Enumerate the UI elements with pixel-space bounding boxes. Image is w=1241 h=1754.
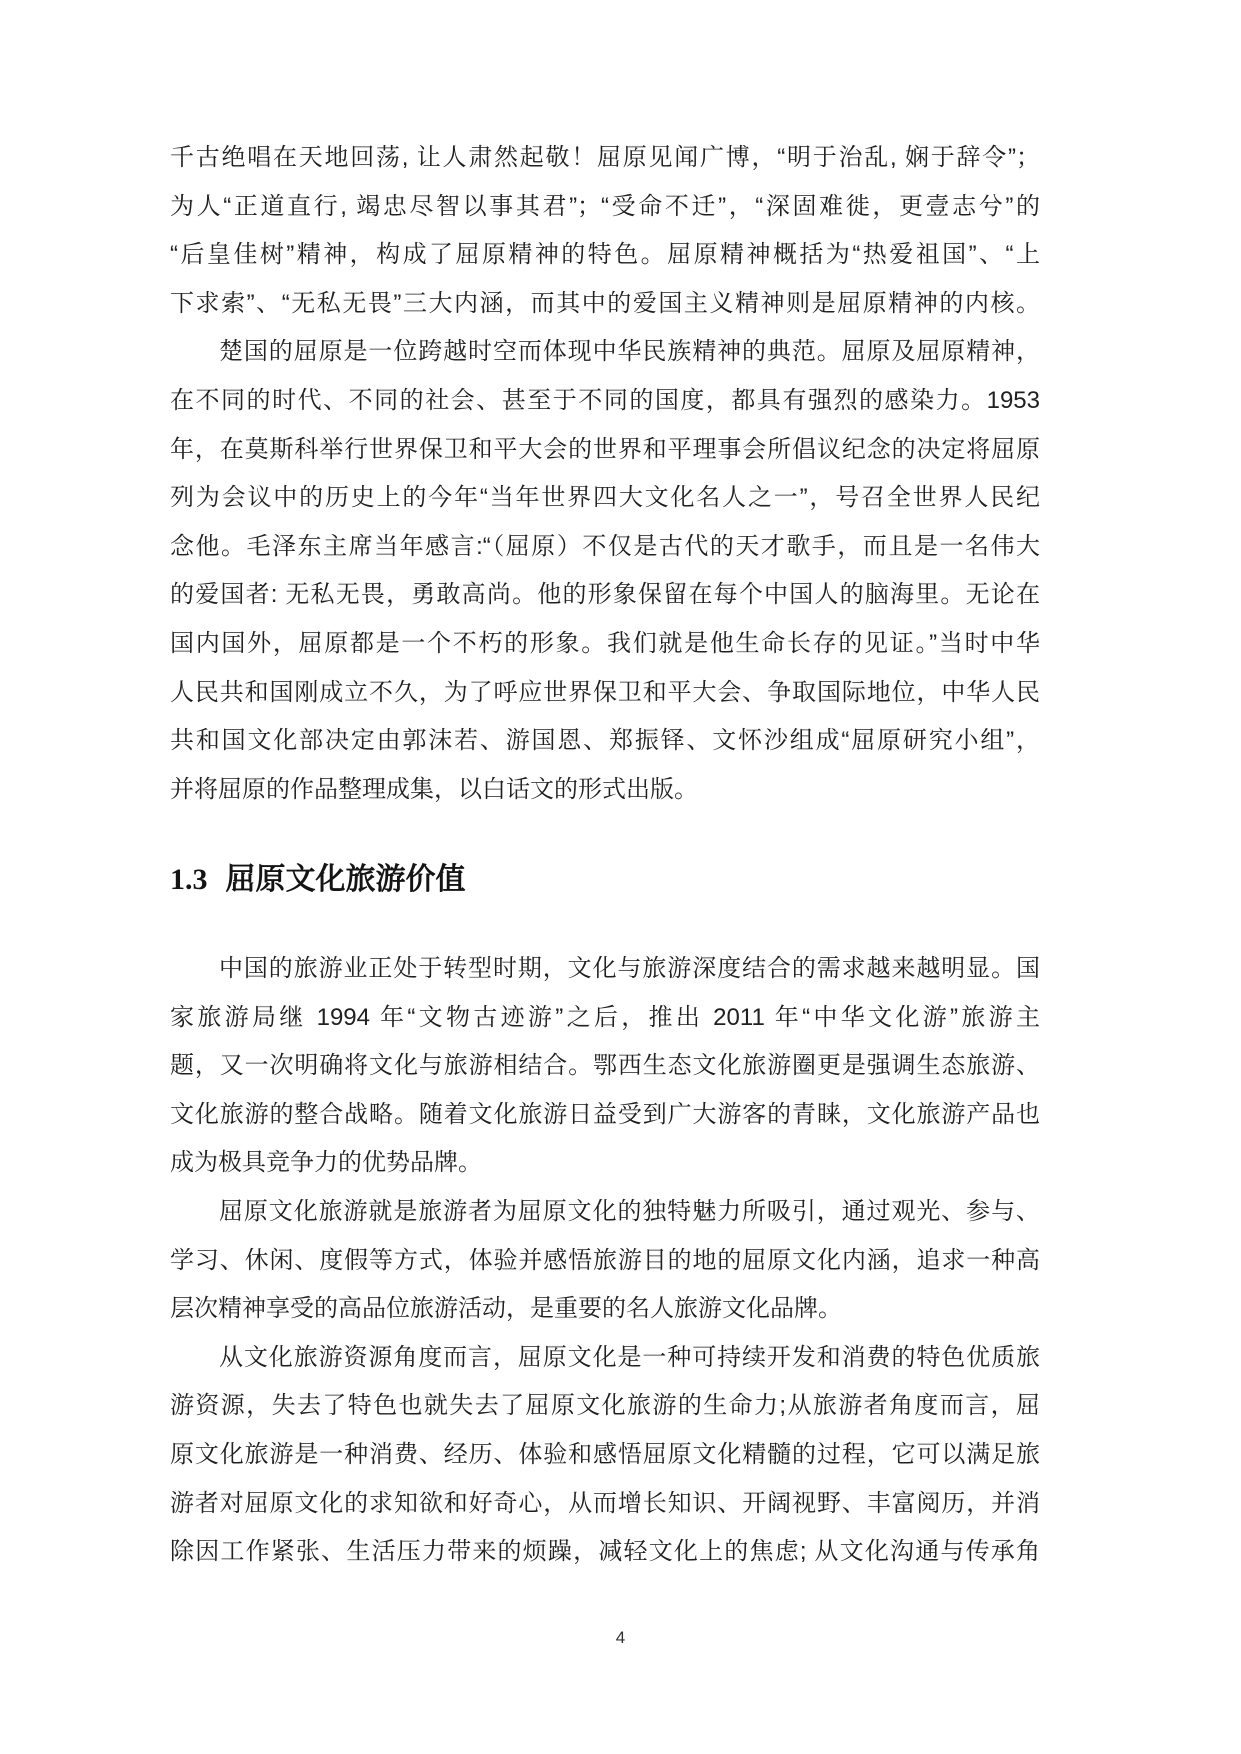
- text-line: 在不同的时代、不同的社会、甚至于不同的国度，都具有强烈的感染力。1953: [170, 386, 1040, 414]
- text-line: 文化旅游的整合战略。随着文化旅游日益受到广大游客的青睐，文化旅游产品也: [170, 1100, 1040, 1128]
- paragraph: [170, 1334, 1040, 1577]
- text-line: 题，又一次明确将文化与旅游相结合。鄂西生态文化旅游圈更是强调生态旅游、: [170, 1052, 1040, 1080]
- text-line: 楚国的屈原是一位跨越时空而体现中华民族精神的典范。屈原及屈原精神，: [219, 338, 1040, 366]
- text-line: 屈原文化旅游就是旅游者为屈原文化的独特魅力所吸引，通过观光、参与、: [219, 1197, 1040, 1225]
- text-line: 从文化旅游资源角度而言，屈原文化是一种可持续开发和消费的特色优质旅: [219, 1343, 1040, 1371]
- body-text-lower: [170, 945, 1040, 1577]
- text-line: 列为会议中的历史上的今年“当年世界四大文化名人之一”，号召全世界人民纪: [170, 484, 1040, 512]
- text-line: 家旅游局继 1994 年“文物古迹游”之后，推出 2011 年“中华文化游”旅游主: [170, 1003, 1040, 1031]
- section-heading: [170, 850, 466, 910]
- text-line: 原文化旅游是一种消费、经历、体验和感悟屈原文化精髓的过程，它可以满足旅: [170, 1440, 1040, 1468]
- heading-number: 1.3: [170, 863, 208, 896]
- text-line: 游者对屈原文化的求知欲和好奇心，从而增长知识、开阔视野、丰富阅历，并消: [170, 1489, 1040, 1517]
- paragraph: [170, 134, 1040, 328]
- text-line: 中国的旅游业正处于转型时期，文化与旅游深度结合的需求越来越明显。国: [219, 955, 1040, 982]
- text-line: 并将屈原的作品整理成集，以白话文的形式出版。: [170, 775, 698, 803]
- paragraph: [170, 1188, 1040, 1334]
- text-line: 年，在莫斯科举行世界保卫和平大会的世界和平理事会所倡议纪念的决定将屈原: [170, 435, 1040, 463]
- heading-title: 屈原文化旅游价值: [225, 863, 466, 896]
- text-line: 游资源，失去了特色也就失去了屈原文化旅游的生命力;从旅游者角度而言，屈: [170, 1392, 1040, 1420]
- text-line: “后皇佳树”精神，构成了屈原精神的特色。屈原精神概括为“热爱祖国”、“上: [170, 241, 1040, 269]
- text-line: 国内国外，屈原都是一个不朽的形象。我们就是他生命长存的见证。”当时中华: [170, 629, 1040, 657]
- text-line: 层次精神享受的高品位旅游活动，是重要的名人旅游文化品牌。: [170, 1295, 842, 1323]
- text-line: 念他。毛泽东主席当年感言:“（屈原）不仅是古代的天才歌手，而且是一名伟大: [170, 532, 1040, 560]
- text-line: 成为极具竞争力的优势品牌。: [170, 1149, 482, 1177]
- text-line: 除因工作紧张、生活压力带来的烦躁，减轻文化上的焦虑; 从文化沟通与传承角: [170, 1538, 1040, 1566]
- paragraph: [170, 945, 1040, 1188]
- text-line: 人民共和国刚成立不久，为了呼应世界保卫和平大会、争取国际地位，中华人民: [170, 678, 1040, 706]
- paragraph: [170, 328, 1040, 814]
- text-line: 下求索”、“无私无畏”三大内涵，而其中的爱国主义精神则是屈原精神的内核。: [170, 289, 1040, 317]
- text-line: 的爱国者: 无私无畏，勇敢高尚。他的形象保留在每个中国人的脑海里。无论在: [170, 581, 1040, 609]
- page-number: 4: [615, 1628, 626, 1647]
- text-line: 学习、休闲、度假等方式，体验并感悟旅游目的地的屈原文化内涵，追求一种高: [170, 1246, 1040, 1274]
- text-line: 为人“正道直行, 竭忠尽智以事其君”；“受命不迁”，“深固难徙，更壹志兮”的: [170, 192, 1040, 220]
- body-text-upper: [170, 134, 1040, 814]
- text-line: 共和国文化部决定由郭沫若、游国恩、郑振铎、文怀沙组成“屈原研究小组”，: [170, 727, 1040, 755]
- text-line: 千古绝唱在天地回荡, 让人肃然起敬！屈原见闻广博，“明于治乱, 娴于辞令”；: [170, 144, 1040, 171]
